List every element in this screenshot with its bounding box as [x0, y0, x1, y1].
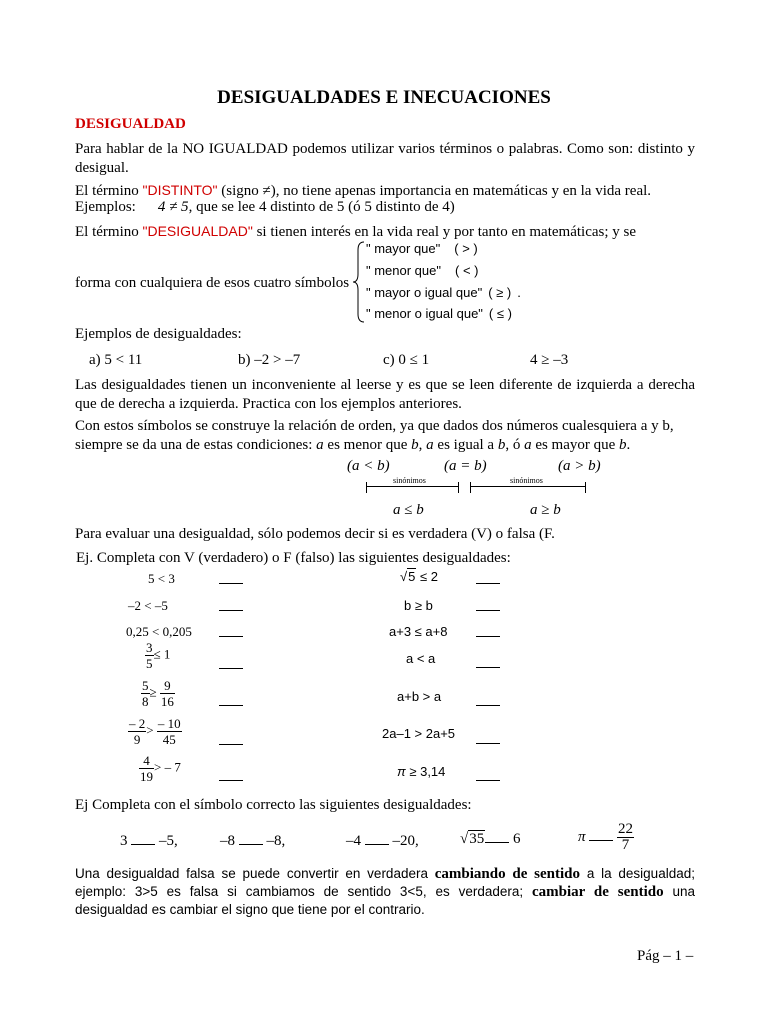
- answer-blank[interactable]: [476, 655, 500, 673]
- left-brace: [352, 240, 366, 324]
- paragraph-inconveniente: Las desigualdades tienen un inconveniente al leerse y es que se leen diferente de izquierda a derecha que de derecha a izquierda. Practica con los ejemplos anteriores.: [75, 377, 695, 412]
- ex1-item-13: 2a–1 > 2a+5: [382, 726, 456, 741]
- answer-blank[interactable]: [219, 768, 243, 786]
- term-distinto: "DISTINTO": [142, 182, 218, 198]
- examples-label: Ejemplos de desigualdades:: [75, 326, 242, 342]
- exercise-2-label: Ej Completa con el símbolo correcto las siguientes desigualdades:: [75, 797, 472, 813]
- order-case-less: (a < b): [347, 458, 390, 474]
- ex2-item-3: –4 –20,: [346, 833, 419, 849]
- example-d: 4 ≥ –3: [530, 352, 569, 368]
- answer-blank[interactable]: [131, 832, 155, 845]
- section-heading: DESIGUALDAD: [75, 116, 186, 132]
- bracket-line-right: [470, 486, 585, 487]
- ex1-item-4: $\frac{3}{5}$ ≤ 1: [146, 640, 171, 671]
- synonym-label-2: sinónimos: [510, 476, 543, 485]
- page-title: DESIGUALDADES E INECUACIONES: [217, 87, 551, 108]
- ex1-item-14: π ≥ 3,14: [397, 764, 446, 779]
- example-b: b) –2 > –7: [238, 352, 301, 368]
- ex1-item-9: b ≥ b: [404, 598, 433, 613]
- distinto-example: Ejemplos: 4 ≠ 5, que se lee 4 distinto de 5 (ó 5 distinto de 4): [75, 199, 455, 215]
- answer-blank[interactable]: [476, 693, 500, 711]
- paragraph-desigualdad: El término "DESIGUALDAD" si tienen interés en la vida real y por tanto en matemáticas; y se: [75, 223, 637, 240]
- ex2-item-2: –8 –8,: [220, 833, 286, 849]
- answer-blank[interactable]: [476, 624, 500, 642]
- ex1-item-10: a+3 ≤ a+8: [389, 624, 448, 639]
- answer-blank[interactable]: [219, 624, 243, 642]
- order-case-equal: (a = b): [444, 458, 487, 474]
- paragraph-intro: Para hablar de la NO IGUALDAD podemos utilizar varios términos o palabras. Como son: distinto y desigual.: [75, 141, 695, 176]
- term-desigualdad: "DESIGUALDAD": [142, 223, 253, 239]
- ex2-item-4: √35 6: [460, 831, 521, 847]
- answer-blank[interactable]: [476, 768, 500, 786]
- example-c: c) 0 ≤ 1: [383, 352, 430, 368]
- symbol-row-mayor-igual: " mayor o igual que" ( ≥ ) .: [366, 285, 521, 300]
- order-case-greater: (a > b): [558, 458, 601, 474]
- answer-blank[interactable]: [485, 830, 509, 843]
- synonym-label-1: sinónimos: [393, 476, 426, 485]
- paragraph-distinto: El término "DISTINTO" (signo ≠), no tiene apenas importancia en matemáticas y en la vida real.: [75, 182, 652, 199]
- example-a: a) 5 < 11: [89, 352, 143, 368]
- ex1-item-1: 5 < 3: [148, 571, 175, 586]
- answer-blank[interactable]: [476, 571, 500, 589]
- ex1-item-6: $\frac{- 2}{9}$ > $\frac{- 10}{45}$: [129, 716, 181, 747]
- symbol-row-menor: " menor que" ( < ): [366, 263, 479, 278]
- bracket-tick: [458, 482, 459, 493]
- order-result-le: a ≤ b: [393, 502, 424, 518]
- page-number: Pág – 1 –: [637, 948, 694, 964]
- bracket-line-left: [366, 486, 458, 487]
- paragraph-evaluar: Para evaluar una desigualdad, sólo podemos decir si es verdadera (V) o falsa (F.: [75, 526, 555, 542]
- order-result-ge: a ≥ b: [530, 502, 561, 518]
- symbol-row-mayor: " mayor que" ( > ): [366, 241, 478, 256]
- ex1-item-11: a < a: [406, 651, 436, 666]
- answer-blank[interactable]: [219, 693, 243, 711]
- answer-blank[interactable]: [365, 832, 389, 845]
- bracket-tick: [366, 482, 367, 493]
- ex1-item-7: $\frac{4}{19}$ > – 7: [140, 753, 181, 784]
- answer-blank[interactable]: [219, 598, 243, 616]
- ex2-item-1: 3 –5,: [120, 833, 178, 849]
- answer-blank[interactable]: [219, 732, 243, 750]
- answer-blank[interactable]: [219, 656, 243, 674]
- symbol-row-menor-igual: " menor o igual que" ( ≤ ): [366, 306, 512, 321]
- bracket-tick: [585, 482, 586, 493]
- answer-blank[interactable]: [476, 731, 500, 749]
- ex1-item-2: –2 < –5: [128, 598, 168, 613]
- ex1-item-12: a+b > a: [397, 689, 442, 704]
- answer-blank[interactable]: [476, 598, 500, 616]
- bracket-tick: [470, 482, 471, 493]
- answer-blank[interactable]: [589, 828, 613, 841]
- paragraph-orden: Con estos símbolos se construye la relación de orden, ya que dados dos números cualesquiera a y b, siempre se da una de estas condiciones: a es menor que b, a es igual a b, ó a es mayor que b.: [75, 418, 674, 453]
- ex1-item-3: 0,25 < 0,205: [126, 624, 192, 639]
- symbols-intro: forma con cualquiera de esos cuatro símbolos: [75, 275, 350, 291]
- exercise-1-label: Ej. Completa con V (verdadero) o F (falso) las siguientes desigualdades:: [76, 550, 511, 566]
- answer-blank[interactable]: [219, 571, 243, 589]
- answer-blank[interactable]: [239, 832, 263, 845]
- paragraph-cambio-sentido: Una desigualdad falsa se puede convertir en verdadera cambiando de sentido a la desigualdad; ejemplo: 3>5 es falsa si cambiamos de sentido 3<5, es verdadera; cambiar de sentido una desigualdad es cambiar el signo que tiene por el contrario.: [75, 866, 695, 917]
- ex1-item-5: $\frac{5}{8}$ ≥ $\frac{9}{16}$: [142, 678, 174, 709]
- ex1-item-8: √5 ≤ 2: [400, 569, 438, 584]
- ex2-item-5: π $\frac{22}{7}$: [578, 821, 634, 853]
